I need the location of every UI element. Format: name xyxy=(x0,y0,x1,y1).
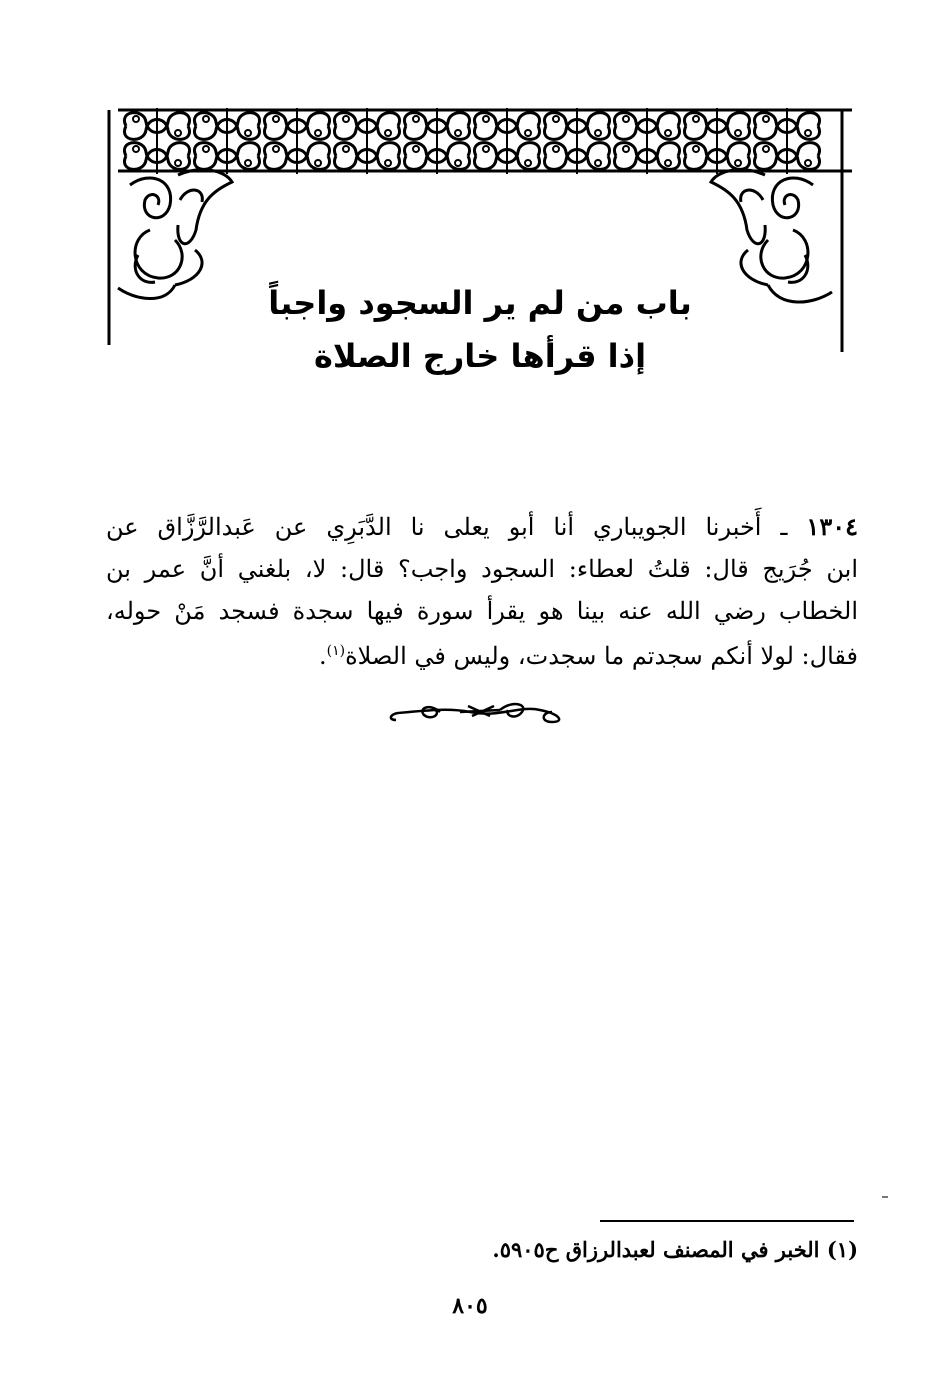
hadith-line-1-text: ـ أَخبرنا الجويباري أنا أبو يعلى نا الدَّبَرِي عن عَبدالرَّزَّاق عن xyxy=(106,513,788,541)
chapter-title-line-1: باب من لم ير السجود واجباً xyxy=(268,284,692,322)
hadith-line-4-end: . xyxy=(318,642,327,670)
footnote xyxy=(450,1236,858,1264)
hadith-line-4-text: فقال: لولا أنكم سجدتم ما سجدت، وليس في الصلاة xyxy=(345,642,858,670)
footnote-separator xyxy=(600,1220,854,1222)
hadith-text-line-4 xyxy=(106,636,858,671)
scan-mark xyxy=(882,1196,888,1198)
footnote-marker: (١) xyxy=(826,1237,858,1262)
page-number: ٨٠٥ xyxy=(452,1293,488,1319)
hadith-text-line-3: الخطاب رضي الله عنه بينا هو يقرأ سورة فيها سجدة فسجد مَنْ حوله، xyxy=(106,597,858,625)
hadith-text-line-1 xyxy=(106,512,858,542)
hadith-number: ١٣٠٤ xyxy=(806,512,858,541)
footnote-text: الخبر في المصنف لعبدالرزاق ح٥٩٠٥. xyxy=(492,1237,820,1262)
knot-chain xyxy=(124,108,819,174)
chapter-title-line-2: إذا قرأها خارج الصلاة xyxy=(313,337,647,375)
hadith-text-line-2: ابن جُرَيج قال: قلتُ لعطاء: السجود واجب؟ قال: لا، بلغني أنَّ عمر بن xyxy=(106,555,858,583)
footnote-reference: (١) xyxy=(326,643,346,659)
section-divider-ornament xyxy=(391,704,559,722)
